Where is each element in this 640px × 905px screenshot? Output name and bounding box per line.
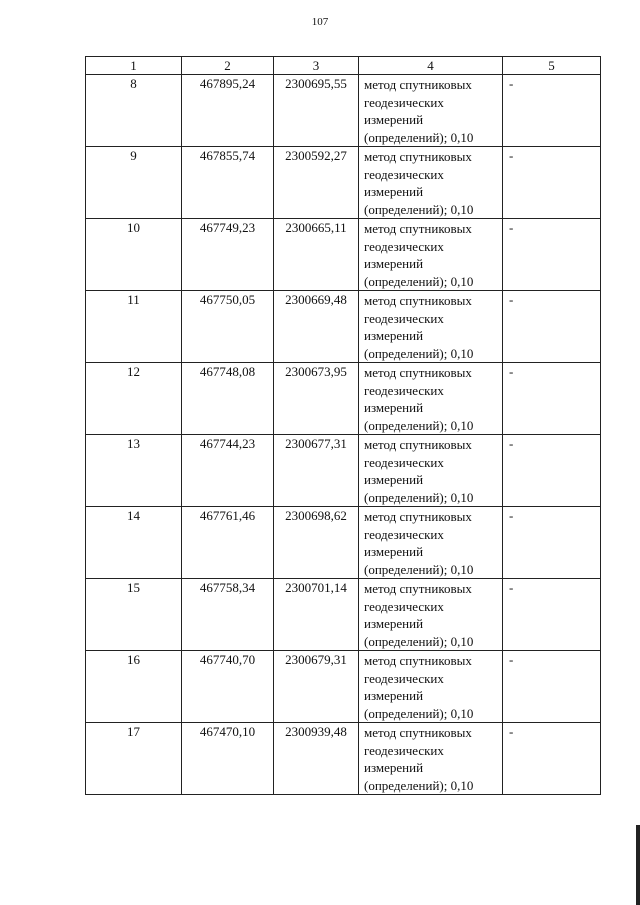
header-col-2: 2 (182, 57, 274, 75)
y-coordinate-cell: 2300698,62 (274, 507, 359, 579)
table-row (86, 507, 601, 579)
point-number-cell: 16 (86, 651, 182, 723)
header-col-3: 3 (274, 57, 359, 75)
note-cell: - (503, 507, 601, 579)
method-accuracy-cell: метод спутниковых геодезических измерений (определений); 0,10 (359, 291, 503, 363)
note-cell: - (503, 147, 601, 219)
y-coordinate-cell: 2300939,48 (274, 723, 359, 795)
method-accuracy-cell: метод спутниковых геодезических измерений (определений); 0,10 (359, 723, 503, 795)
point-number-cell: 11 (86, 291, 182, 363)
method-accuracy-cell: метод спутниковых геодезических измерений (определений); 0,10 (359, 435, 503, 507)
table-row (86, 723, 601, 795)
point-number-cell: 8 (86, 75, 182, 147)
note-cell: - (503, 363, 601, 435)
method-accuracy-cell: метод спутниковых геодезических измерений (определений); 0,10 (359, 651, 503, 723)
point-number-cell: 17 (86, 723, 182, 795)
x-coordinate-cell: 467740,70 (182, 651, 274, 723)
x-coordinate-cell: 467895,24 (182, 75, 274, 147)
point-number-cell: 9 (86, 147, 182, 219)
x-coordinate-cell: 467855,74 (182, 147, 274, 219)
table-row (86, 651, 601, 723)
x-coordinate-cell: 467761,46 (182, 507, 274, 579)
note-cell: - (503, 75, 601, 147)
y-coordinate-cell: 2300665,11 (274, 219, 359, 291)
header-col-5: 5 (503, 57, 601, 75)
point-number-cell: 10 (86, 219, 182, 291)
x-coordinate-cell: 467749,23 (182, 219, 274, 291)
table-row (86, 75, 601, 147)
x-coordinate-cell: 467748,08 (182, 363, 274, 435)
point-number-cell: 15 (86, 579, 182, 651)
table-row (86, 579, 601, 651)
y-coordinate-cell: 2300669,48 (274, 291, 359, 363)
y-coordinate-cell: 2300679,31 (274, 651, 359, 723)
method-accuracy-cell: метод спутниковых геодезических измерений (определений); 0,10 (359, 147, 503, 219)
note-cell: - (503, 435, 601, 507)
scan-edge-shadow (636, 825, 640, 905)
note-cell: - (503, 651, 601, 723)
x-coordinate-cell: 467750,05 (182, 291, 274, 363)
note-cell: - (503, 219, 601, 291)
table-row (86, 219, 601, 291)
x-coordinate-cell: 467744,23 (182, 435, 274, 507)
header-col-4: 4 (359, 57, 503, 75)
header-col-1: 1 (86, 57, 182, 75)
coordinates-table (85, 56, 601, 795)
method-accuracy-cell: метод спутниковых геодезических измерений (определений); 0,10 (359, 579, 503, 651)
note-cell: - (503, 291, 601, 363)
y-coordinate-cell: 2300592,27 (274, 147, 359, 219)
point-number-cell: 14 (86, 507, 182, 579)
method-accuracy-cell: метод спутниковых геодезических измерений (определений); 0,10 (359, 363, 503, 435)
y-coordinate-cell: 2300673,95 (274, 363, 359, 435)
x-coordinate-cell: 467758,34 (182, 579, 274, 651)
y-coordinate-cell: 2300701,14 (274, 579, 359, 651)
y-coordinate-cell: 2300695,55 (274, 75, 359, 147)
table-row (86, 435, 601, 507)
method-accuracy-cell: метод спутниковых геодезических измерений (определений); 0,10 (359, 507, 503, 579)
table-row (86, 363, 601, 435)
method-accuracy-cell: метод спутниковых геодезических измерений (определений); 0,10 (359, 75, 503, 147)
table-row (86, 291, 601, 363)
point-number-cell: 12 (86, 363, 182, 435)
y-coordinate-cell: 2300677,31 (274, 435, 359, 507)
x-coordinate-cell: 467470,10 (182, 723, 274, 795)
table-row (86, 147, 601, 219)
method-accuracy-cell: метод спутниковых геодезических измерений (определений); 0,10 (359, 219, 503, 291)
point-number-cell: 13 (86, 435, 182, 507)
note-cell: - (503, 723, 601, 795)
page-number: 107 (311, 16, 329, 28)
header-row (86, 57, 601, 75)
note-cell: - (503, 579, 601, 651)
